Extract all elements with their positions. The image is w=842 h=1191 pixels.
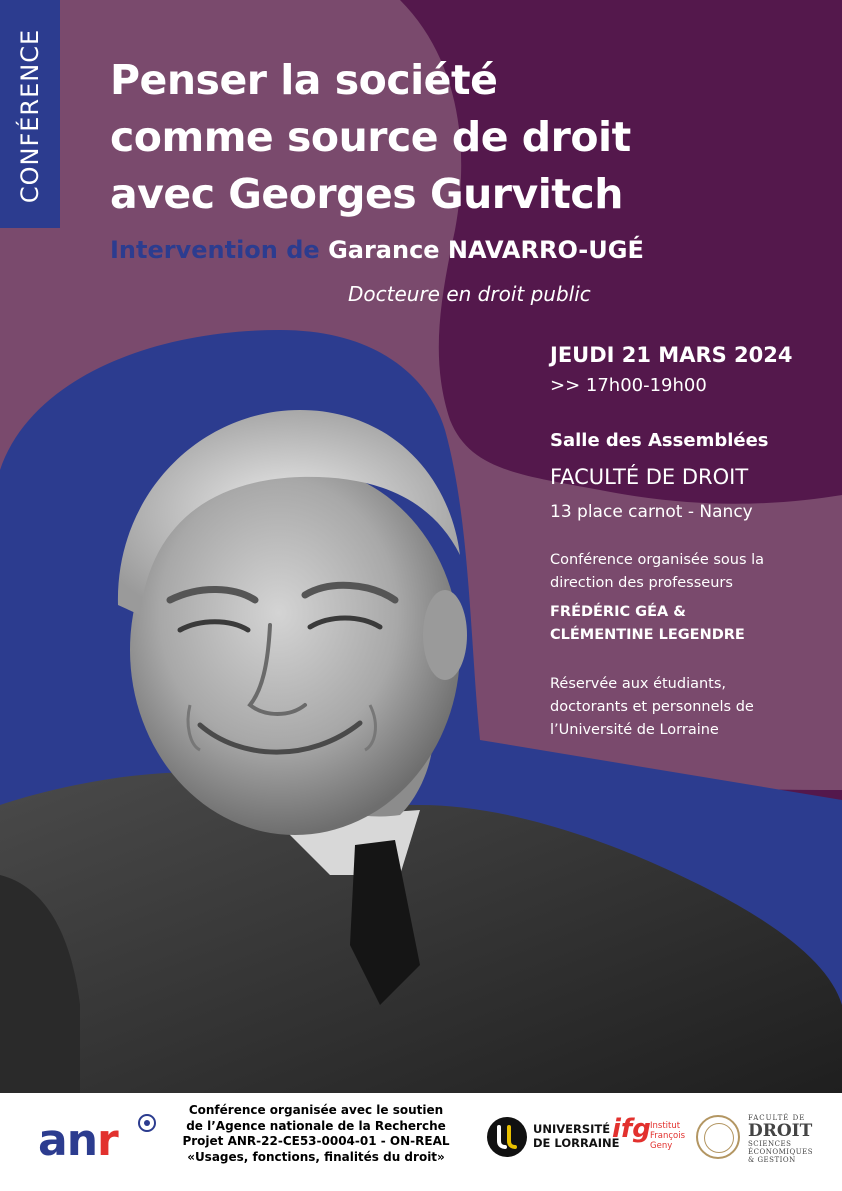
title-line-3: avec Georges Gurvitch <box>110 170 623 218</box>
ifg-logo: ifg <box>612 1114 651 1144</box>
droit-logo-line-1: SCIENCES <box>748 1140 792 1148</box>
registered-icon <box>138 1114 156 1132</box>
portrait-photo <box>0 405 842 1093</box>
anr-logo <box>38 1117 118 1165</box>
universite-lorraine-logo-text <box>533 1122 619 1150</box>
droit-faculty-logo <box>748 1114 818 1164</box>
speaker-name: Garance NAVARRO-UGÉ <box>328 236 644 264</box>
droit-logo-top: FACULTÉ DE <box>748 1114 806 1122</box>
support-line-1: Conférence organisée avec le soutien <box>188 1103 444 1117</box>
organisation-line-2: direction des professeurs <box>550 575 733 591</box>
ear-shape <box>423 590 467 680</box>
audience-line-2: doctorants et personnels de <box>550 699 754 715</box>
event-date: JEUDI 21 MARS 2024 <box>550 343 793 367</box>
ul-line-1: UNIVERSITÉ <box>533 1122 611 1136</box>
support-line-3: Projet ANR-22-CE53-0004-01 - ON-REAL <box>182 1134 450 1148</box>
droit-logo-main: DROIT <box>748 1121 813 1141</box>
speaker-role: Docteure en droit public <box>348 282 591 306</box>
intervention-line <box>110 236 644 264</box>
title-line-2: comme source de droit <box>110 113 631 161</box>
droit-logo-line-3: & GESTION <box>748 1156 796 1164</box>
event-title <box>110 52 631 223</box>
conference-tag <box>0 0 60 228</box>
anr-logo-r: r <box>97 1115 118 1166</box>
ifg-line-3: Geny <box>650 1141 673 1151</box>
ul-mark-icon <box>487 1117 527 1157</box>
event-faculty: FACULTÉ DE DROIT <box>550 465 749 489</box>
event-room: Salle des Assemblées <box>550 430 769 451</box>
ifg-logo-subtitle <box>650 1121 685 1151</box>
support-line-4: «Usages, fonctions, finalités du droit» <box>187 1149 445 1164</box>
event-time: >> 17h00-19h00 <box>550 375 707 396</box>
professor-2: CLÉMENTINE LEGENDRE <box>550 627 745 643</box>
universite-lorraine-logo-icon <box>487 1117 527 1157</box>
anr-logo-an: an <box>38 1115 98 1166</box>
faculty-seal-icon <box>696 1115 740 1159</box>
support-line-2: de l’Agence nationale de la Recherche <box>186 1118 446 1133</box>
organisation-line-1: Conférence organisée sous la <box>550 552 765 568</box>
intervention-prefix: Intervention de <box>110 236 320 264</box>
professor-1: FRÉDÉRIC GÉA & <box>550 604 686 620</box>
audience-line-3: l’Université de Lorraine <box>550 722 719 738</box>
droit-logo-line-2: ÉCONOMIQUES <box>748 1148 814 1156</box>
support-text <box>160 1103 472 1165</box>
event-address: 13 place carnot - Nancy <box>550 502 753 522</box>
ifg-line-2: François <box>650 1131 686 1141</box>
audience-line-1: Réservée aux étudiants, <box>550 676 727 692</box>
suit-shape <box>0 772 842 1093</box>
ifg-line-1: Institut <box>650 1121 681 1131</box>
title-line-1: Penser la société <box>110 56 498 104</box>
conference-tag-label: CONFÉRENCE <box>16 28 44 204</box>
ul-line-2: DE LORRAINE <box>533 1136 620 1150</box>
